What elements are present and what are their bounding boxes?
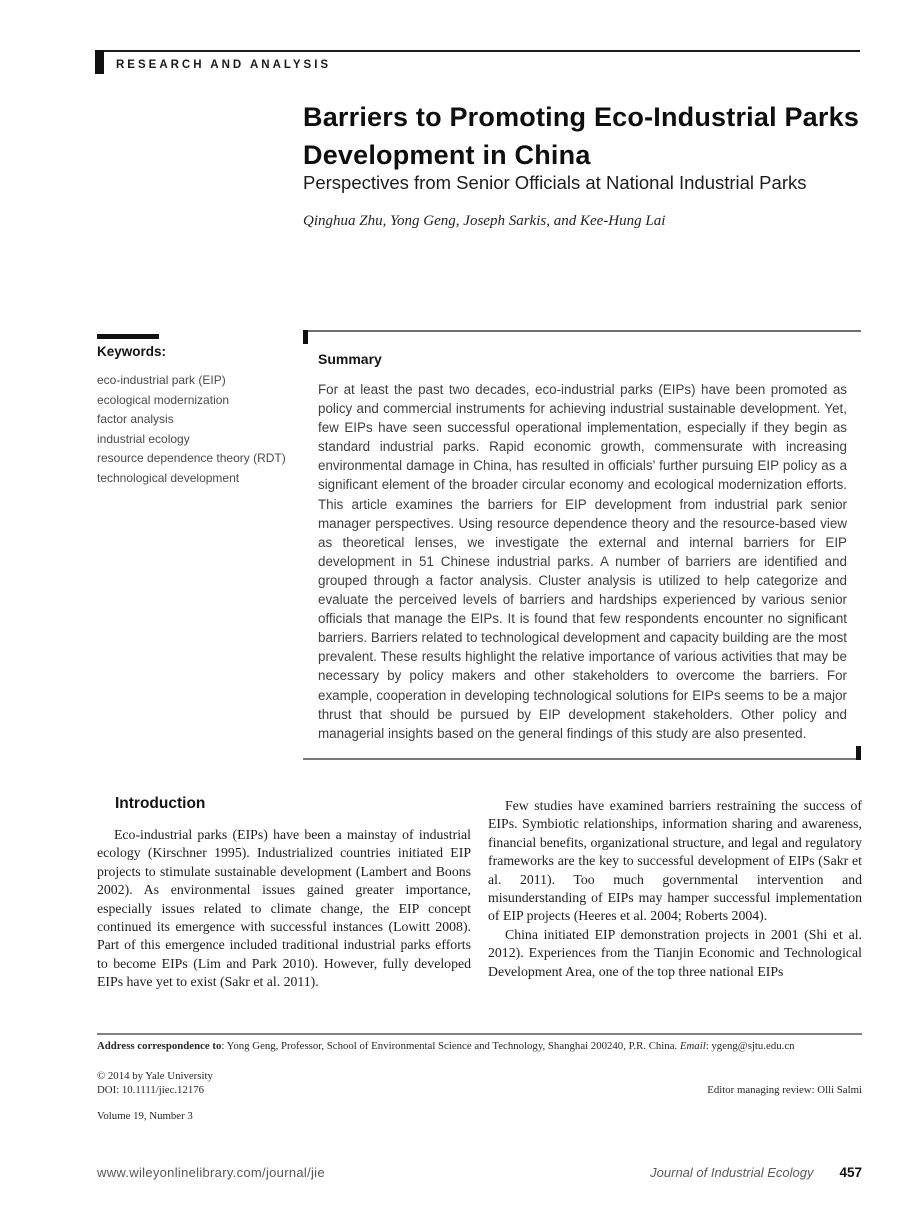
body-paragraph: Few studies have examined barriers restraining the success of EIPs. Symbiotic relationships, information sharing and awareness, financial benefits, organizational structure, and legal and regulatory frameworks are the key to successful development of EIPs (Sakr et al. 2011). Too much governmental intervention and misunderstanding of EIPs may hamper successful implementation of EIP projects (Heeres et al. 2004; Roberts 2004).: [488, 798, 862, 924]
summary-box: [303, 330, 861, 760]
journal-url: www.wileyonlinelibrary.com/journal/jie: [97, 1165, 325, 1180]
footnote-rule: [97, 1033, 862, 1035]
summary-top-rule: [303, 330, 861, 332]
summary-heading: Summary: [318, 351, 382, 367]
copyright-row: [97, 1069, 862, 1097]
correspondence-label: Address correspondence to: [97, 1040, 222, 1052]
summary-text: For at least the past two decades, eco-industrial parks (EIPs) have been promoted as policy and commercial instruments for achieving industrial sustainable development. Yet, few EIPs have seen successful operational implementation, especially if they begin as standard industrial parks. Rapid economic growth, commensurate with increasing environmental damage in China, has resulted in officials’ further pursuing EIP policy as a significant element of the broader circular economy and ecological modernization efforts. This article examines the barriers for EIP development from industrial park senior manager perspectives. Using resource dependence theory and the resource-based view as theoretical lenses, we investigate the external and internal barriers for EIP development in 51 Chinese industrial parks. A number of barriers are identified and grouped through a factor analysis. Cluster analysis is utilized to help categorize and evaluate the perceived levels of barriers and hardships experienced by various senior officials that manage the EIPs. It is found that few respondents encounter no significant barriers. Barriers related to technological development and capacity building are the most prevalent. These results highlight the relative importance of various activities that may be necessary by policy makers and other stakeholders to overcome the barriers. For example, cooperation in developing technological solutions for EIPs seems to be a major thrust that should be pursued by EIP development stakeholders. Other policy and managerial insights based on the general findings of this study are also presented.: [318, 382, 847, 741]
body-right-column: [488, 795, 862, 992]
keyword-item: industrial ecology: [97, 431, 190, 446]
article-title-line2: Development in China: [303, 140, 591, 170]
header-rule: [95, 50, 860, 52]
article-body: [97, 795, 862, 992]
body-paragraph: China initiated EIP demonstration projects in 2001 (Shi et al. 2012). Experiences from the Tianjin Economic and Technological Development Area, one of the top three national EIPs: [488, 926, 862, 979]
keywords-list: [97, 371, 292, 488]
page-number: 457: [839, 1165, 862, 1180]
summary-right-tick: [856, 746, 861, 760]
email-label: Email: [679, 1040, 706, 1052]
summary-left-tick: [303, 330, 308, 344]
footer-right-group: [650, 1165, 862, 1180]
article-title: [303, 98, 878, 174]
keyword-item: ecological modernization: [97, 392, 230, 407]
author-list: Qinghua Zhu, Yong Geng, Joseph Sarkis, and Kee-Hung Lai: [303, 213, 666, 229]
keyword-item: technological development: [97, 470, 240, 485]
keyword-item: eco-industrial park (EIP): [97, 373, 226, 387]
keywords-panel: [97, 334, 292, 488]
email-address: : ygeng@sjtu.edu.cn: [705, 1040, 795, 1052]
keywords-heading: Keywords:: [97, 344, 167, 359]
correspondence-note: [97, 1039, 862, 1053]
footnote-block: [97, 1039, 862, 1123]
keyword-item: resource dependence theory (RDT): [97, 451, 286, 465]
article-title-line1: Barriers to Promoting Eco-Industrial Parks: [303, 102, 860, 132]
intro-paragraph: Eco-industrial parks (EIPs) have been a mainstay of industrial ecology (Kirschner 1995). Industrialized countries initiated EIP projects to stimulate sustainable development (Lambert and Boons 2002). As environmental issues gained greater importance, especially issues related to climate change, the EIP concept continued its emergence with successful instances (Lowitt 2008). Part of this emergence included traditional industrial parks efforts to become EIPs (Lim and Park 2010). However, fully developed EIPs have yet to exist (Sakr et al. 2011).: [97, 827, 471, 990]
journal-name: Journal of Industrial Ecology: [650, 1165, 814, 1180]
page-footer: [97, 1165, 862, 1180]
header-section-bar: [95, 50, 104, 74]
keyword-item: factor analysis: [97, 412, 174, 426]
editor-note: Editor managing review: Olli Salmi: [707, 1084, 862, 1096]
body-left-column: [97, 795, 471, 992]
copyright-note: © 2014 by Yale University: [97, 1070, 213, 1082]
introduction-heading: Introduction: [115, 795, 206, 812]
keywords-rule: [97, 334, 159, 339]
correspondence-text: : Yong Geng, Professor, School of Environmental Science and Technology, Shanghai 200240, P.R. China.: [221, 1040, 680, 1052]
section-label: RESEARCH AND ANALYSIS: [116, 59, 332, 71]
article-subtitle: Perspectives from Senior Officials at National Industrial Parks: [303, 172, 807, 193]
summary-bottom-rule: [303, 758, 861, 760]
doi-note: DOI: 10.1111/jiec.12176: [97, 1084, 205, 1096]
volume-note: Volume 19, Number 3: [97, 1110, 193, 1122]
